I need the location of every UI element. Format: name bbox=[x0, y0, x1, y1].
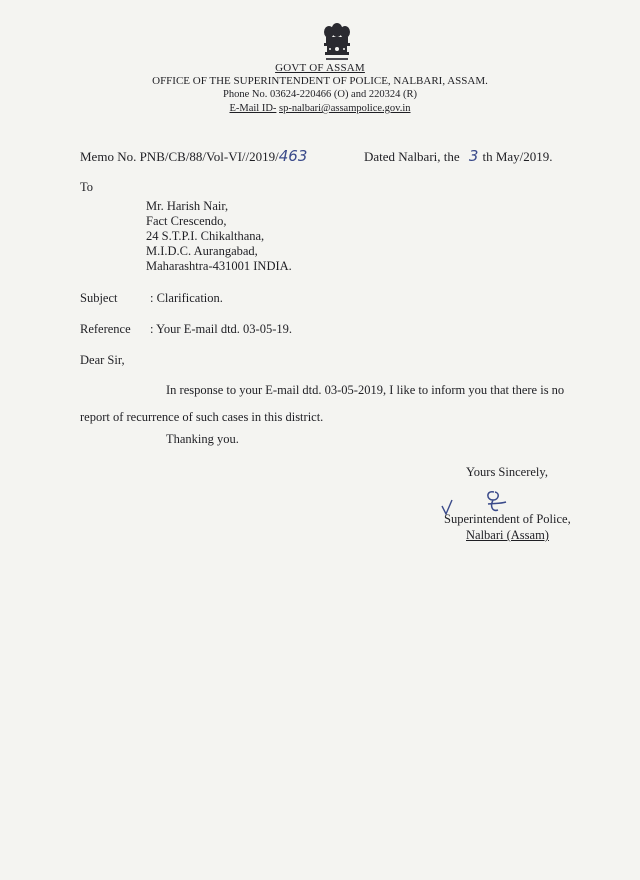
to-label: To bbox=[80, 180, 94, 194]
reference-label: Reference bbox=[80, 322, 131, 336]
body-line-2: report of recurrence of such cases in this district. bbox=[80, 410, 324, 424]
address-line: Maharashtra-431001 INDIA. bbox=[146, 259, 292, 273]
email-label: E-Mail ID- bbox=[229, 103, 277, 114]
memo-date bbox=[364, 147, 553, 165]
memo-number bbox=[80, 147, 307, 165]
memo-prefix: Memo No. PNB/CB/88/Vol-VI//2019/ bbox=[80, 149, 279, 164]
date-handwritten-day: 3 bbox=[468, 147, 479, 165]
closing: Yours Sincerely, bbox=[466, 465, 548, 479]
date-prefix: Dated Nalbari, the bbox=[364, 149, 460, 164]
subject-value: : Clarification. bbox=[150, 291, 223, 305]
address-line: Mr. Harish Nair, bbox=[146, 199, 229, 213]
body-line-1: In response to your E-mail dtd. 03-05-2019, I like to inform you that there is no bbox=[166, 383, 565, 397]
salutation: Dear Sir, bbox=[80, 353, 125, 367]
subject-label: Subject bbox=[80, 291, 118, 305]
date-suffix: th May/2019. bbox=[482, 149, 553, 164]
address-line: 24 S.T.P.I. Chikalthana, bbox=[146, 229, 265, 243]
email-link[interactable]: sp-nalbari@assampolice.gov.in bbox=[279, 103, 411, 114]
signatory-place: Nalbari (Assam) bbox=[466, 528, 549, 542]
memo-handwritten-number: 463 bbox=[278, 147, 308, 165]
state-emblem-icon bbox=[320, 20, 354, 66]
address-line: M.I.D.C. Aurangabad, bbox=[146, 244, 258, 258]
letterhead-email bbox=[0, 103, 640, 114]
letterhead-office: OFFICE OF THE SUPERINTENDENT OF POLICE, NALBARI, ASSAM. bbox=[152, 75, 488, 87]
reference-value: : Your E-mail dtd. 03-05-19. bbox=[150, 322, 293, 336]
letterhead-govt: GOVT OF ASSAM bbox=[275, 62, 365, 74]
thanks-line: Thanking you. bbox=[166, 432, 239, 446]
signatory-title: Superintendent of Police, bbox=[444, 512, 571, 526]
address-line: Fact Crescendo, bbox=[146, 214, 227, 228]
letterhead-phone: Phone No. 03624-220466 (O) and 220324 (R) bbox=[223, 89, 417, 100]
